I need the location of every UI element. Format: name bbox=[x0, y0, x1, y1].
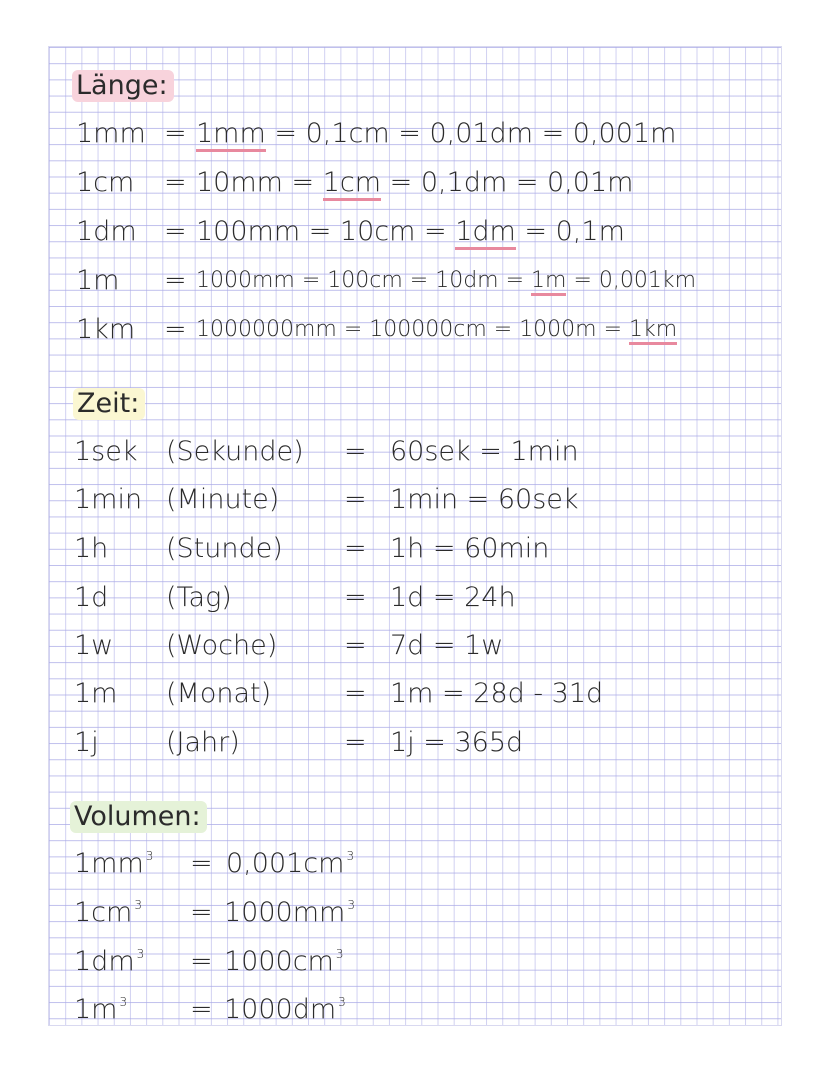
conversion: 7d = 1w bbox=[390, 630, 504, 661]
unit: 1cm bbox=[76, 167, 135, 198]
equals: = bbox=[190, 994, 213, 1025]
unit: 1dm bbox=[76, 216, 137, 247]
unit: 1mm bbox=[74, 848, 144, 879]
conversion-prefix: 100mm = 10cm = bbox=[196, 216, 456, 247]
underlined-unit: 1m bbox=[531, 268, 566, 296]
unit: 1w bbox=[74, 630, 114, 661]
conversion-prefix: 10mm = bbox=[196, 167, 323, 198]
exponent: 3 bbox=[346, 849, 355, 863]
unit: 1mm bbox=[76, 118, 146, 149]
equals: = bbox=[344, 678, 367, 709]
unit: 1sek bbox=[74, 436, 138, 467]
unit: 1km bbox=[76, 314, 136, 345]
equals: = bbox=[344, 582, 367, 613]
unit-name: (Stunde) bbox=[166, 533, 283, 564]
exponent: 3 bbox=[347, 898, 355, 912]
unit-name: (Monat) bbox=[166, 678, 272, 709]
conversion: 1d = 24h bbox=[390, 582, 516, 613]
exponent: 3 bbox=[145, 849, 154, 863]
conversion: 1h = 60min bbox=[390, 533, 550, 564]
conversion: = 0,1m bbox=[515, 216, 625, 247]
equals: = bbox=[164, 314, 187, 345]
conversion: 1j = 365d bbox=[390, 727, 524, 758]
unit: 1m bbox=[76, 265, 120, 296]
unit: 1j bbox=[74, 727, 99, 758]
equals: = bbox=[344, 436, 367, 467]
unit: 1m bbox=[74, 678, 118, 709]
equals: = bbox=[164, 216, 187, 247]
section-heading-laenge: Länge: bbox=[72, 70, 174, 102]
equals: = bbox=[190, 897, 213, 928]
exponent: 3 bbox=[134, 898, 142, 912]
conversion-prefix: 1000mm = 100cm = 10dm = bbox=[196, 268, 532, 293]
exponent: 3 bbox=[335, 947, 344, 961]
underlined-unit: 1mm bbox=[196, 118, 266, 152]
conversion: 1000cm bbox=[224, 946, 334, 977]
equals: = bbox=[344, 630, 367, 661]
conversion: 1m = 28d - 31d bbox=[390, 678, 604, 709]
underlined-unit: 1km bbox=[629, 317, 677, 345]
equals: = bbox=[164, 265, 187, 296]
exponent: 3 bbox=[338, 995, 346, 1009]
conversion: = 0,001km bbox=[566, 268, 697, 293]
conversion: 1000mm bbox=[224, 897, 346, 928]
section-heading-volumen: Volumen: bbox=[70, 801, 207, 833]
conversion: 60sek = 1min bbox=[390, 436, 579, 467]
equals: = bbox=[344, 533, 367, 564]
equals: = bbox=[190, 946, 213, 977]
unit: 1dm bbox=[74, 946, 135, 977]
unit: 1d bbox=[74, 582, 109, 613]
unit-name: (Woche) bbox=[166, 630, 278, 661]
underlined-unit: 1dm bbox=[455, 216, 516, 250]
equals: = bbox=[190, 848, 213, 879]
equals: = bbox=[344, 727, 367, 758]
conversion: 1000dm bbox=[224, 994, 337, 1025]
equals: = bbox=[344, 484, 367, 515]
conversion: 0,001cm bbox=[226, 848, 345, 879]
unit: 1min bbox=[74, 484, 143, 515]
equals: = bbox=[164, 167, 187, 198]
underlined-unit: 1cm bbox=[323, 167, 381, 201]
unit-name: (Minute) bbox=[166, 484, 280, 515]
conversion: = 0,1cm = 0,01dm = 0,001m bbox=[265, 118, 677, 149]
unit: 1m bbox=[74, 994, 118, 1025]
exponent: 3 bbox=[136, 947, 145, 961]
unit: 1cm bbox=[74, 897, 133, 928]
conversion-prefix: 1000000mm = 100000cm = 1000m = bbox=[196, 317, 630, 342]
unit: 1h bbox=[74, 533, 109, 564]
unit-name: (Sekunde) bbox=[166, 436, 304, 467]
unit-name: (Tag) bbox=[166, 582, 232, 613]
conversion: = 0,1dm = 0,01m bbox=[381, 167, 634, 198]
equals: = bbox=[164, 118, 187, 149]
section-heading-zeit: Zeit: bbox=[73, 388, 145, 420]
conversion: 1min = 60sek bbox=[390, 484, 579, 515]
unit-name: (Jahr) bbox=[166, 727, 240, 758]
exponent: 3 bbox=[119, 995, 128, 1009]
